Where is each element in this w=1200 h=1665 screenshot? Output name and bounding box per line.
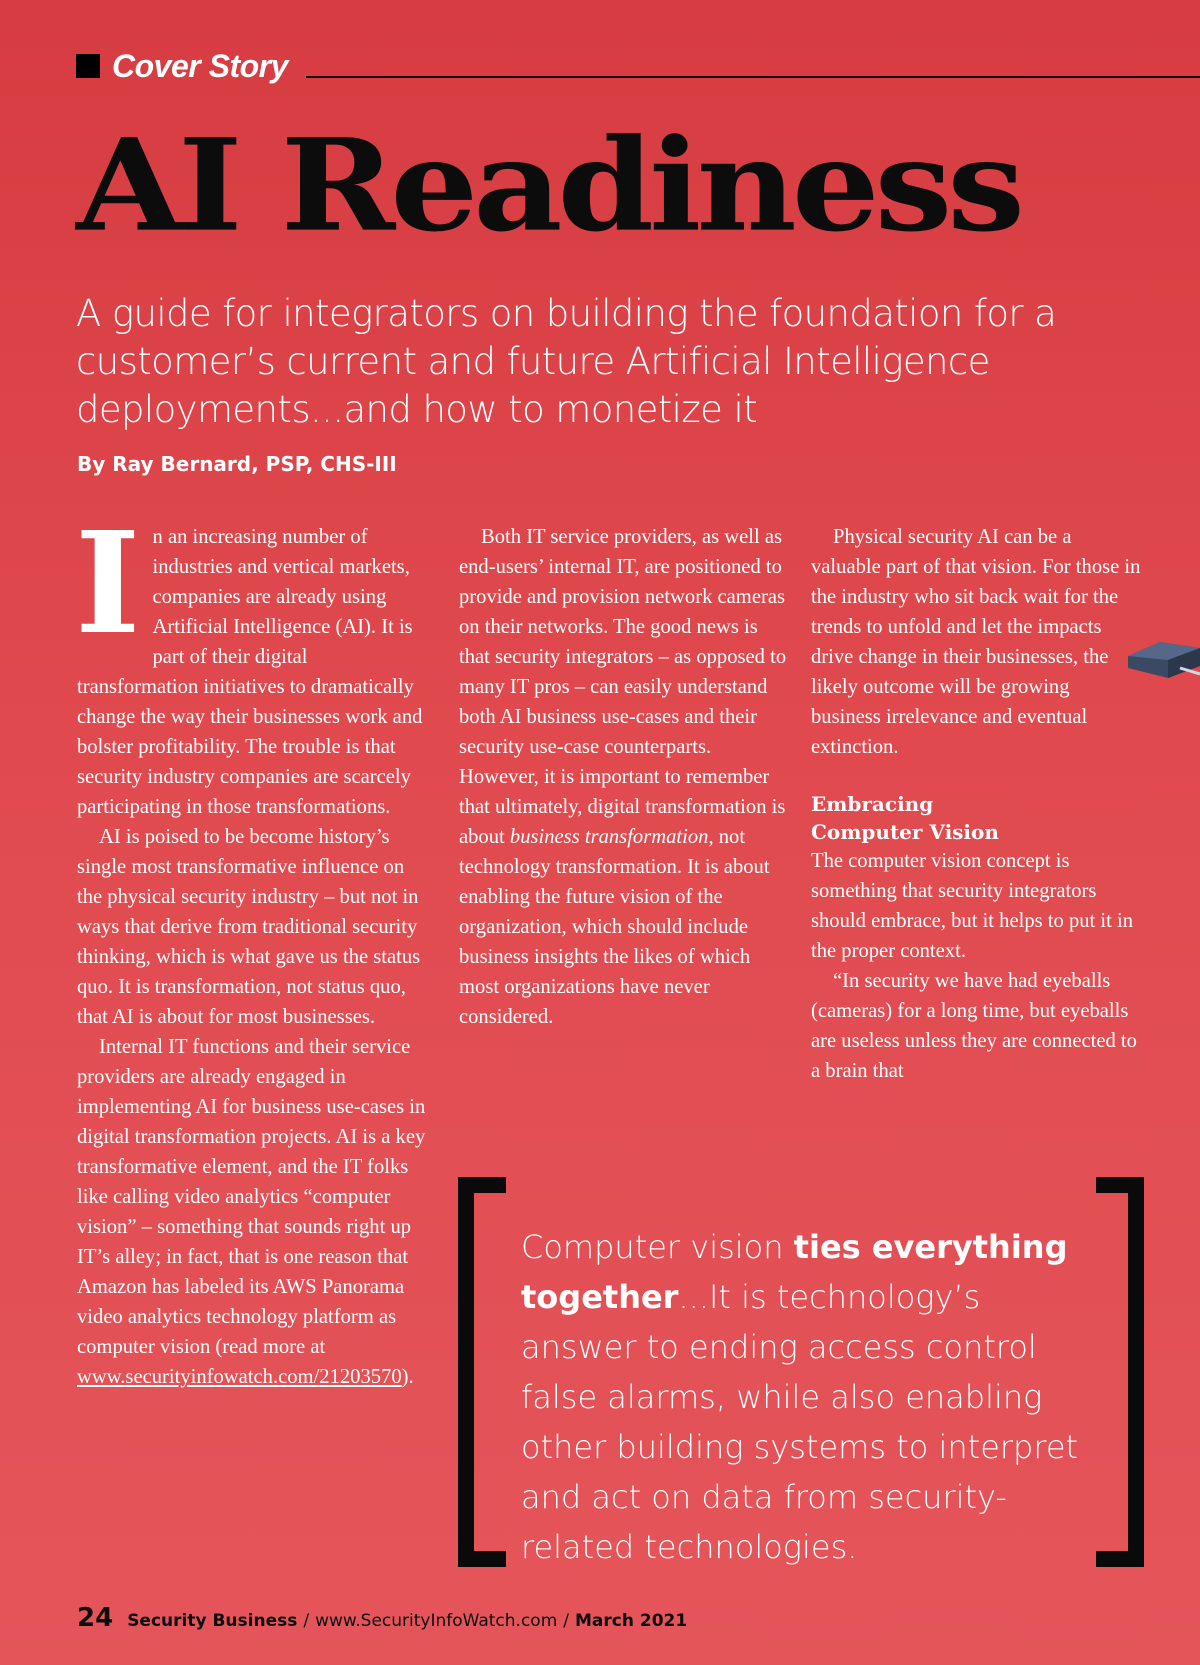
pullquote-bracket-left: [458, 1177, 506, 1567]
subhead-line: Embracing: [811, 792, 934, 816]
paragraph-text: n an increasing number of industries and vertical markets, companies are already using Artificial Intelligence (AI). It is part of their digital transformation initiatives to dramatically change the way their businesses work and bolster profitability. The trouble is that security industry companies are scarcely participating in those transformations.: [77, 526, 423, 818]
pullquote-rest: ...It is technology’s answer to ending access control false alarms, while also enabling other building systems to interpret and act on data from security-related technologies.: [521, 1278, 1079, 1566]
section-tag: [76, 44, 288, 88]
paragraph: AI is poised to be become history’s single most transformative influence on the physical security industry – but not in ways that derive from traditional security thinking, which is what gave us the status quo. It is transformation, not status quo, that AI is about for most businesses.: [77, 826, 421, 1028]
camera-device-icon: [1126, 634, 1200, 680]
page-number: 24: [77, 1603, 114, 1633]
byline: By Ray Bernard, PSP, CHS-III: [77, 452, 397, 476]
page-footer: [77, 1603, 687, 1633]
footer-separator: /: [303, 1611, 310, 1631]
footer-url[interactable]: www.SecurityInfoWatch.com: [315, 1611, 558, 1631]
article-column-2: [459, 522, 791, 1032]
headline: AI Readiness: [76, 110, 1021, 260]
drop-cap: I: [75, 502, 141, 666]
publication-name: Security Business: [127, 1611, 298, 1631]
pullquote: [521, 1222, 1081, 1572]
pullquote-lead: Computer vision: [521, 1228, 794, 1266]
emphasis-text: business transformation: [509, 826, 709, 848]
section-square-icon: [76, 54, 100, 78]
footer-separator: /: [563, 1611, 570, 1631]
issue-date: March 2021: [575, 1611, 688, 1631]
paragraph-text: Internal IT functions and their service providers are already engaged in implementing AI for business use-cases in digital transformation projects. AI is a key transformative element, and the IT folks like calling video analytics “computer vision” – something that sounds right up IT’s alley; in fact, that is one reason that Amazon has labeled its AWS Panorama video analytics technology platform as computer vision (read more at: [77, 1036, 426, 1358]
paragraph: [77, 1032, 429, 1392]
paragraph: The computer vision concept is something that security integrators should embrace, but it helps to put it in the proper context.: [811, 850, 1134, 962]
pullquote-bracket-right: [1096, 1177, 1144, 1567]
subhead: [811, 790, 1141, 846]
paragraph: Physical security AI can be a valuable part of that vision. For those in the industry who sit back wait for the trends to unfold and let the impacts drive change in their businesses, the likely outcome will be growing business irrelevance and eventual extinction.: [811, 526, 1141, 758]
article-column-1: [75, 502, 429, 1392]
paragraph: [459, 522, 791, 1032]
section-rule: [306, 76, 1200, 78]
article-link[interactable]: www.securityinfowatch.com/21203570: [77, 1366, 402, 1388]
paragraph: “In security we have had eyeballs (cameras) for a long time, but eyeballs are useless unless they are connected to a brain that: [811, 970, 1137, 1082]
article-column-3: [811, 522, 1141, 1086]
section-label: Cover Story: [112, 47, 288, 84]
paragraph-text: ).: [401, 1366, 414, 1388]
paragraph-text: , not technology transformation. It is about enabling the future vision of the organization, which should include business insights the likes of which most organizations have never considered.: [459, 826, 770, 1028]
deck: A guide for integrators on building the foundation for a customer’s current and future Artificial Intelligence deployments...and how to monetize it: [76, 292, 1057, 431]
paragraph: [75, 502, 429, 822]
paragraph-text: Both IT service providers, as well as end-users’ internal IT, are positioned to provide and provision network cameras on their networks. The good news is that security integrators – as opposed to many IT pros – can easily understand both AI business use-cases and their security use-case counterparts. However, it is important to remember that ultimately, digital transformation is about: [459, 526, 787, 848]
subhead-line: Computer Vision: [811, 820, 999, 844]
pullquote-bold: ties everything together: [521, 1228, 1068, 1316]
